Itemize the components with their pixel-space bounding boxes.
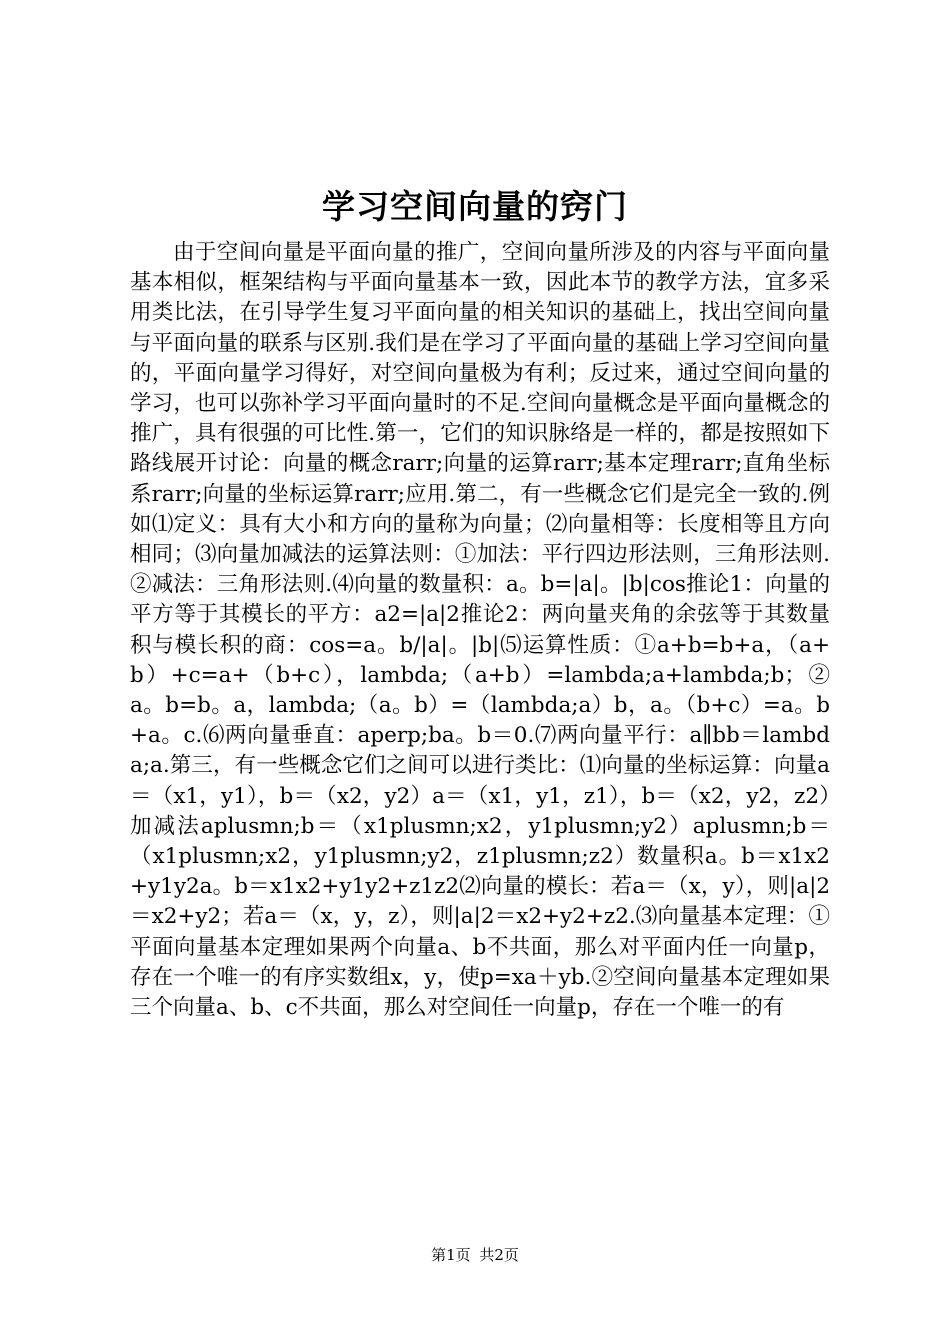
page-total: 共2页 [479,1246,519,1264]
page-number: 第1页 [431,1246,471,1264]
page-title: 学习空间向量的窍门 [322,187,628,226]
body-paragraph: 由于空间向量是平面向量的推广，空间向量所涉及的内容与平面向量基本相似，框架结构与平面向量基本一致，因此本节的教学方法，宜多采用类比法，在引导学生复习平面向量的相关知识的基础上，找出空间向量与平面向量的联系与区别.我们是在学习了平面向量的基础上学习空间向量的，平面向量学习得好，对空间向量极为有利；反过来，通过空间向量的学习，也可以弥补学习平面向量时的不足.空间向量概念是平面向量概念的推广，具有很强的可比性.第一，它们的知识脉络是一样的，都是按照如下路线展开讨论：向量的概念rarr;向量的运算rarr;基本定理rarr;直角坐标系rarr;向量的坐标运算rarr;应用.第二，有一些概念它们是完全一致的.例如⑴定义：具有大小和方向的量称为向量；⑵向量相等：长度相等且方向相同；⑶向量加减法的运算法则：①加法：平行四边形法则，三角形法则.②减法：三角形法则.⑷向量的数量积：a。b=|a|。|b|cos推论1：向量的平方等于其模长的平方：a2=|a|2推论2：两向量夹角的余弦等于其数量积与模长积的商：cos=a。b/|a|。|b|⑸运算性质：①a+b=b+a，（a+b）+c=a+（b+c），lambda;（a+b）=lambda;a+lambda;b；②a。b=b。a，lambda;（a。b）=（lambda;a）b，a。（b+c）=a。b+a。c.⑹两向量垂直：aperp;ba。b＝0.⑺两向量平行：a∥bb＝lambda;a.第三，有一些概念它们之间可以进行类比：⑴向量的坐标运算：向量a＝（x1，y1），b＝（x2，y2）a＝（x1，y1，z1），b＝（x2，y2，z2）加减法aplusmn;b＝（x1plusmn;x2，y1plusmn;y2）aplusmn;b＝（x1plusmn;x2，y1plusmn;y2，z1plusmn;z2）数量积a。b＝x1x2+y1y2a。b＝x1x2+y1y2+z1z2⑵向量的模长：若a＝（x，y），则|a|2＝x2+y2；若a＝（x，y，z），则|a|2＝x2+y2+z2.⑶向量基本定理：①平面向量基本定理如果两个向量a、b不共面，那么对平面内任一向量p，存在一个唯一的有序实数组x，y，使p=xa＋yb.②空间向量基本定理如果三个向量a、b、c不共面，那么对空间任一向量p，存在一个唯一的有 [130,240,830,1021]
page-footer [0,1245,950,1265]
